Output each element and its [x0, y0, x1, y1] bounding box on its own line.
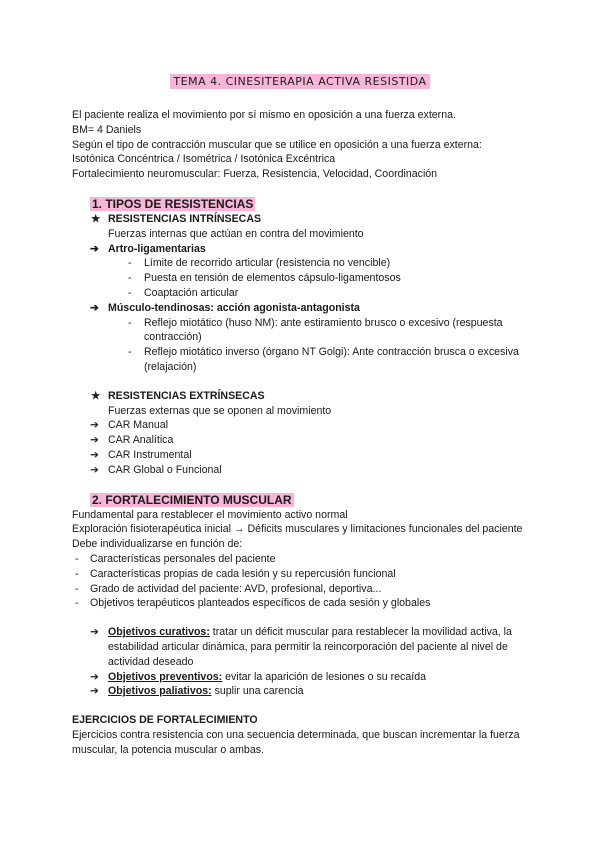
arrow-icon: ➔ [90, 463, 99, 476]
objective-item: ➔ Objetivos paliativos: suplir una carencia [90, 685, 304, 698]
document-body [72, 108, 532, 757]
list-item: ➔ CAR Manual [90, 419, 169, 432]
list-item: - Objetivos terapéuticos planteados específicos de cada sesión y globales [75, 597, 431, 610]
section-heading-fortalecimiento: 2. FORTALECIMIENTO MUSCULAR [92, 492, 292, 507]
arrow-icon: ➔ [90, 419, 99, 432]
intro-line: Isotónica Concéntrica / Isométrica / Isotónica Excéntrica [72, 153, 336, 166]
star-icon: ★ [91, 212, 101, 225]
artro-heading: ➔ Artro-ligamentarias [90, 242, 206, 255]
intrinsic-heading: ★ RESISTENCIAS INTRÍNSECAS [91, 212, 262, 225]
arrow-icon: ➔ [90, 242, 99, 255]
list-item: - Límite de recorrido articular (resistencia no vencible) [128, 257, 391, 270]
list-item: - Características propias de cada lesión y su repercusión funcional [75, 567, 396, 580]
arrow-icon: ➔ [90, 685, 99, 698]
objective-item: ➔ Objetivos preventivos: evitar la aparición de lesiones o su recaída [90, 670, 426, 683]
list-item: - Reflejo miotático inverso (órgano NT Golgi): Ante contracción brusca o excesiva (relajación) [128, 346, 519, 373]
section3-text: Ejercicios contra resistencia con una secuencia determinada, que buscan incrementar la fuerza muscular, la potencia muscular o ambas. [72, 728, 520, 756]
list-item: ➔ CAR Analítica [90, 434, 174, 447]
intrinsic-desc: Fuerzas internas que actúan en contra del movimiento [108, 227, 364, 240]
arrow-icon: ➔ [90, 448, 99, 461]
list-item: - Características personales del paciente [75, 552, 276, 565]
document-title [0, 72, 600, 90]
star-icon: ★ [91, 389, 101, 402]
arrow-icon: ➔ [90, 434, 99, 447]
arrow-icon: ➔ [90, 670, 99, 683]
section2-line: Debe individualizarse en función de: [72, 538, 243, 551]
list-item: ➔ CAR Global o Funcional [90, 463, 222, 476]
extrinsic-desc: Fuerzas externas que se oponen al movimiento [108, 404, 332, 417]
intro-line: Fortalecimiento neuromuscular: Fuerza, Resistencia, Velocidad, Coordinación [72, 168, 438, 181]
intro-line: Según el tipo de contracción muscular que se utilice en oposición a una fuerza externa: [72, 138, 482, 151]
intro-line: BM= 4 Daniels [72, 123, 142, 136]
objective-item: ➔ Objetivos curativos: tratar un déficit muscular para restablecer la movilidad activa, la estabilidad articular dinámica, para permitir la reincorporación del paciente al nivel de actividad deseado [90, 626, 512, 668]
extrinsic-heading: ★ RESISTENCIAS EXTRÍNSECAS [91, 389, 265, 402]
list-item: - Reflejo miotático (huso NM): ante estiramiento brusco o excesivo (respuesta contracción) [128, 316, 503, 344]
intro-line: El paciente realiza el movimiento por sí mismo en oposición a una fuerza externa. [72, 109, 456, 121]
section-heading-tipos: 1. TIPOS DE RESISTENCIAS [92, 196, 254, 211]
arrow-icon: ➔ [90, 626, 99, 639]
section2-line: Exploración fisioterapéutica inicial → Déficits musculares y limitaciones funcionales del paciente [72, 523, 523, 536]
arrow-icon: ➔ [90, 301, 99, 314]
list-item: ➔ CAR Instrumental [90, 448, 192, 461]
section-heading-ejercicios: EJERCICIOS DE FORTALECIMIENTO [72, 714, 258, 727]
title-text: TEMA 4. CINESITERAPIA ACTIVA RESISTIDA [170, 74, 429, 89]
section2-line: Fundamental para restablecer el movimiento activo normal [72, 508, 348, 521]
list-item: - Grado de actividad del paciente: AVD, profesional, deportiva... [75, 582, 382, 595]
list-item: - Coaptación articular [128, 286, 239, 299]
list-item: - Puesta en tensión de elementos cápsulo-ligamentosos [128, 272, 401, 285]
musculo-heading: ➔ Músculo-tendinosas: acción agonista-antagonista [90, 301, 360, 314]
